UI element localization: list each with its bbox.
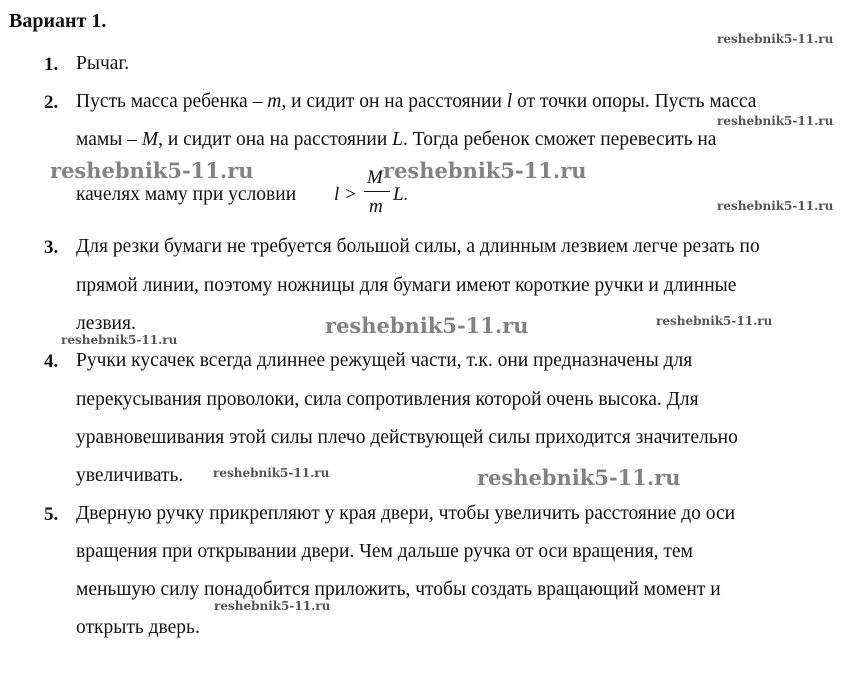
item-2-line-2: мамы – M, и сидит она на расстоянии L. Тогда ребенок сможет перевесить на	[76, 129, 717, 150]
watermark: reshebnik5-11.ru	[717, 32, 834, 46]
item-5-line-3: меньшую силу понадобится приложить, чтобы создать вращающий момент и	[76, 579, 721, 600]
item-4-line-3: уравновешивания этой силы плечо действующей силы приходится значительно	[76, 427, 738, 448]
item-5-line-4: открыть дверь.	[76, 617, 200, 638]
watermark: reshebnik5-11.ru	[656, 314, 773, 328]
formula-fraction-bar	[364, 191, 390, 192]
watermark: reshebnik5-11.ru	[213, 466, 330, 480]
watermark: reshebnik5-11.ru	[717, 199, 834, 213]
watermark: reshebnik5-11.ru	[717, 114, 834, 128]
item-1-number: 1.	[44, 54, 59, 75]
formula-numerator: M	[367, 167, 383, 188]
item-1-line-1: Рычаг.	[76, 53, 130, 74]
item-3-line-1: Для резки бумаги не требуется большой силы, а длинным лезвием легче резать по	[76, 236, 760, 257]
item-3-number: 3.	[44, 237, 59, 258]
item-4-line-2: перекусывания проволоки, сила сопротивления которой очень высока. Для	[76, 389, 699, 410]
formula-rhs: L.	[393, 184, 409, 205]
formula-denominator: m	[369, 196, 383, 217]
item-5-line-1: Дверную ручку прикрепляют у края двери, чтобы увеличить расстояние до оси	[76, 503, 736, 524]
variant-title: Вариант 1.	[9, 10, 107, 32]
item-4-number: 4.	[44, 351, 59, 372]
formula-lhs: l >	[334, 184, 357, 205]
item-3-line-3: лезвия.	[76, 313, 136, 334]
item-5-line-2: вращения при открывании двери. Чем дальше ручка от оси вращения, тем	[76, 541, 693, 562]
item-5-number: 5.	[44, 504, 59, 525]
watermark: reshebnik5-11.ru	[214, 599, 331, 613]
watermark: reshebnik5-11.ru	[383, 158, 587, 183]
item-4-line-4: увеличивать.	[76, 465, 184, 486]
watermark: reshebnik5-11.ru	[325, 313, 529, 338]
watermark: reshebnik5-11.ru	[477, 465, 681, 490]
item-2-number: 2.	[44, 92, 59, 113]
item-4-line-1: Ручки кусачек всегда длиннее режущей части, т.к. они предназначены для	[76, 350, 693, 371]
item-2-line-1: Пусть масса ребенка – m, и сидит он на расстоянии l от точки опоры. Пусть масса	[76, 91, 757, 112]
item-2-line-3: качелях маму при условии	[76, 184, 297, 205]
watermark: reshebnik5-11.ru	[50, 158, 254, 183]
item-3-line-2: прямой линии, поэтому ножницы для бумаги имеют короткие ручки и длинные	[76, 275, 737, 296]
watermark: reshebnik5-11.ru	[61, 333, 178, 347]
